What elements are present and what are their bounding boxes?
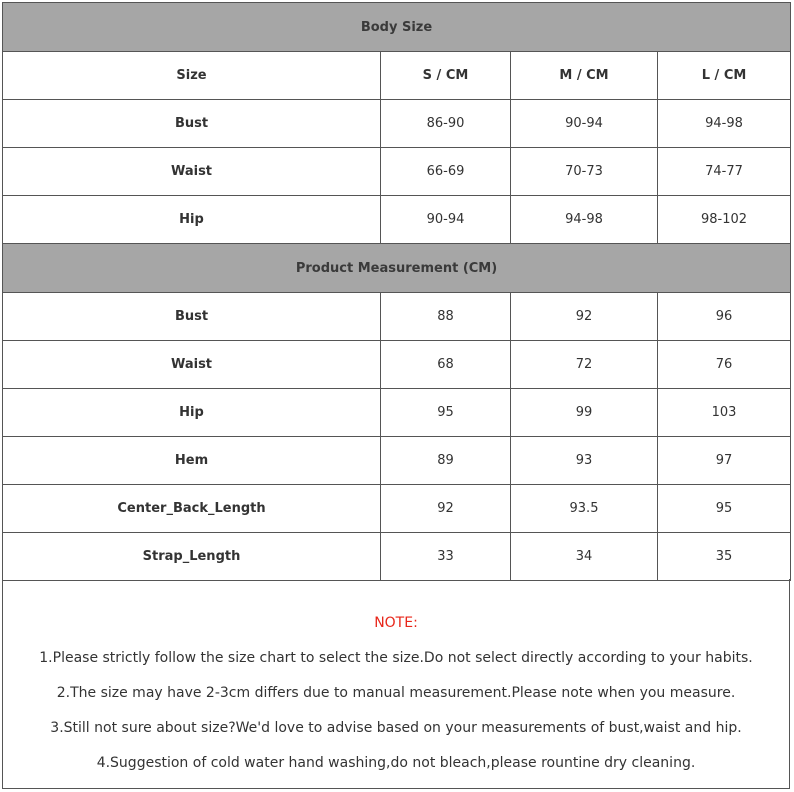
cell-value: 34 bbox=[511, 533, 658, 581]
row-label: Center_Back_Length bbox=[3, 485, 381, 533]
cell-value: 94-98 bbox=[511, 196, 658, 244]
table-row bbox=[3, 533, 791, 581]
table-row bbox=[3, 389, 791, 437]
row-label: Bust bbox=[3, 293, 381, 341]
header-m: M / CM bbox=[511, 52, 658, 100]
body-size-title: Body Size bbox=[3, 3, 791, 52]
note-line-2: 2.The size may have 2-3cm differs due to manual measurement.Please note when you measure. bbox=[56, 685, 736, 701]
cell-value: 93.5 bbox=[511, 485, 658, 533]
cell-value: 90-94 bbox=[381, 196, 511, 244]
table-row bbox=[3, 341, 791, 389]
cell-value: 92 bbox=[511, 293, 658, 341]
table-row bbox=[3, 293, 791, 341]
row-label: Waist bbox=[3, 341, 381, 389]
note-line-1: 1.Please strictly follow the size chart to select the size.Do not select directly according to your habits. bbox=[39, 650, 753, 666]
note-line-3: 3.Still not sure about size?We'd love to advise based on your measurements of bust,waist and hip. bbox=[50, 720, 742, 736]
note-line-4: 4.Suggestion of cold water hand washing,do not bleach,please rountine dry cleaning. bbox=[96, 755, 696, 771]
cell-value: 70-73 bbox=[511, 148, 658, 196]
cell-value: 96 bbox=[658, 293, 791, 341]
cell-value: 74-77 bbox=[658, 148, 791, 196]
row-label: Hip bbox=[3, 196, 381, 244]
cell-value: 76 bbox=[658, 341, 791, 389]
row-label: Hem bbox=[3, 437, 381, 485]
cell-value: 99 bbox=[511, 389, 658, 437]
cell-value: 35 bbox=[658, 533, 791, 581]
row-label: Hip bbox=[3, 389, 381, 437]
table-row bbox=[3, 100, 791, 148]
cell-value: 95 bbox=[658, 485, 791, 533]
cell-value: 66-69 bbox=[381, 148, 511, 196]
cell-value: 90-94 bbox=[511, 100, 658, 148]
table-row bbox=[3, 485, 791, 533]
notes-panel bbox=[2, 579, 790, 789]
cell-value: 92 bbox=[381, 485, 511, 533]
cell-value: 86-90 bbox=[381, 100, 511, 148]
cell-value: 33 bbox=[381, 533, 511, 581]
row-label: Strap_Length bbox=[3, 533, 381, 581]
cell-value: 88 bbox=[381, 293, 511, 341]
product-measurement-title: Product Measurement (CM) bbox=[3, 244, 791, 293]
cell-value: 89 bbox=[381, 437, 511, 485]
header-s: S / CM bbox=[381, 52, 511, 100]
table-row bbox=[3, 437, 791, 485]
header-l: L / CM bbox=[658, 52, 791, 100]
cell-value: 103 bbox=[658, 389, 791, 437]
row-label: Bust bbox=[3, 100, 381, 148]
table-row bbox=[3, 196, 791, 244]
cell-value: 93 bbox=[511, 437, 658, 485]
header-size: Size bbox=[3, 52, 381, 100]
cell-value: 98-102 bbox=[658, 196, 791, 244]
cell-value: 95 bbox=[381, 389, 511, 437]
row-label: Waist bbox=[3, 148, 381, 196]
note-title: NOTE: bbox=[374, 615, 418, 631]
cell-value: 97 bbox=[658, 437, 791, 485]
cell-value: 68 bbox=[381, 341, 511, 389]
cell-value: 72 bbox=[511, 341, 658, 389]
size-chart-table bbox=[2, 2, 791, 581]
cell-value: 94-98 bbox=[658, 100, 791, 148]
table-row bbox=[3, 148, 791, 196]
